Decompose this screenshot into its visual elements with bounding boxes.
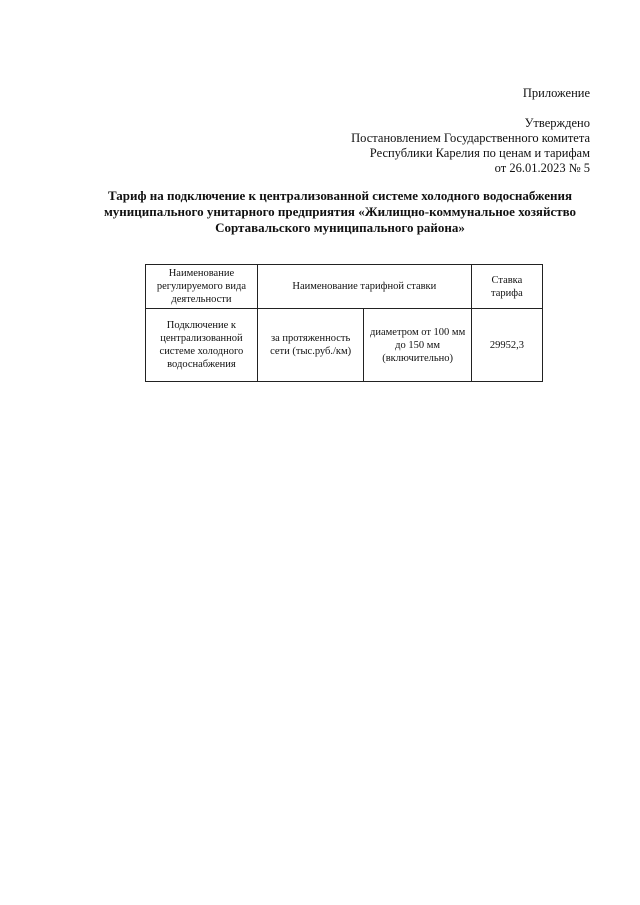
header-activity: Наименование регулируемого вида деятельности	[146, 265, 258, 309]
appendix-label: Приложение	[522, 86, 590, 100]
approval-block	[351, 116, 590, 176]
cell-activity: Подключение к централизованной системе холодного водоснабжения	[146, 309, 258, 382]
cell-rate: 29952,3	[471, 309, 542, 382]
decree-line-2: Республики Карелия по ценам и тарифам	[369, 146, 590, 160]
cell-diameter: диаметром от 100 мм до 150 мм (включительно)	[364, 309, 471, 382]
title-line-1: Тариф на подключение к централизованной системе холодного водоснабжения	[107, 188, 573, 203]
decree-line-3: от 26.01.2023 № 5	[494, 161, 590, 175]
table-header-row	[146, 265, 543, 309]
cell-rate-basis: за протяженность сети (тыс.руб./км)	[257, 309, 364, 382]
decree-line-1: Постановлением Государственного комитета	[351, 131, 590, 145]
title-line-2: муниципального унитарного предприятия «Жилищно-коммунальное хозяйство	[103, 204, 577, 219]
header-rate: Ставка тарифа	[471, 265, 542, 309]
header-rate-name: Наименование тарифной ставки	[257, 265, 471, 309]
title-line-3: Сортавальского муниципального района»	[215, 220, 465, 235]
table-row	[146, 309, 543, 382]
tariff-table	[145, 264, 543, 382]
document-title	[100, 188, 580, 236]
approved-label: Утверждено	[524, 116, 590, 130]
